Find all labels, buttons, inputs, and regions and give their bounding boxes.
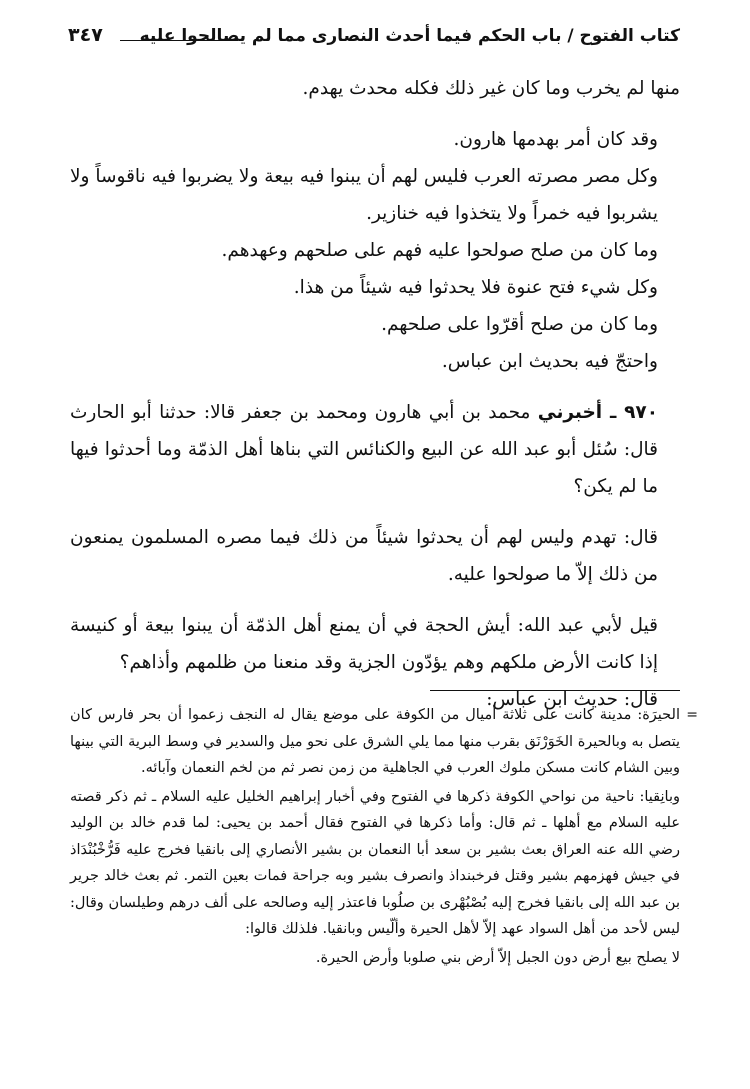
footnotes	[70, 702, 698, 971]
running-title: كتاب الفتوح / باب الحكم فيما أحدث النصارى مما لم يصالحوا عليه	[139, 26, 680, 46]
question-2: قيل لأبي عبد الله: أيش الحجة في أن يمنع أهل الذمّة أن يبنوا بيعة أو كنيسة إذا كانت الأرض ملكهم وهم يؤدّون الجزية وقد منعنا من ظلمهم وأذاهم؟	[70, 615, 658, 673]
header-rule	[120, 40, 238, 41]
footnote-verse	[70, 945, 680, 972]
footnote-rule	[430, 690, 680, 691]
footnote-text: لا يصلح بيع أرض دون الجبل إلاّ أرض بني صلوبا وأرض الحيرة.	[315, 949, 680, 966]
answer-1: قال: تهدم وليس لهم أن يحدثوا شيئاً من ذلك فيما مصره المسلمون يمنعون من ذلك إلاّ ما صولحوا عليه.	[70, 527, 658, 585]
body-line: وكل شيء فتح عنوة فلا يحدثوا فيه شيئاً من هذا.	[293, 277, 658, 298]
body-line: وكل مصر مصرته العرب فليس لهم أن يبنوا فيه بيعة ولا يضربوا فيه ناقوساً ولا يشربوا فيه خمراً ولا يتخذوا فيه خنازير.	[70, 166, 658, 224]
page-number: ٣٤٧	[68, 24, 103, 46]
footnote-marker: =	[686, 707, 698, 723]
answer-2: قال: حديث ابن عباس:	[486, 689, 658, 710]
item-970-text: محمد بن أبي هارون ومحمد بن جعفر قالا: حدثنا أبو الحارث قال: سُئل أبو عبد الله عن البيع والكنائس التي بناها أهل الذمّة وما أحدثوا فيها ما لم يكن؟	[70, 402, 658, 497]
main-text	[70, 70, 680, 718]
running-header	[68, 22, 680, 52]
body-line: واحتجّ فيه بحديث ابن عباس.	[441, 351, 658, 372]
item-number: ٩٧٠ ـ أخبرني	[537, 402, 658, 423]
body-line: منها لم يخرب وما كان غير ذلك فكله محدث يهدم.	[302, 78, 680, 99]
footnote-text: وبانِقيا: ناحية من نواحي الكوفة ذكرها في الفتوح وفي أخبار إبراهيم الخليل عليه السلام ـ ثم ذكر قصته عليه السلام مع أهلها ـ ثم قال: وأما ذكرها في الفتوح فقال أحمد بن يحيى: لما قدم خالد بن الوليد رضي الله عنه العراق بعث بشير بن سعد أبا النعمان بن بشير الأنصاري إلى بانقيا فخرج عليه فَرُّخْبُنْدَاذ في جيش فهزمهم بشير وقتل فرخبنداذ وانصرف بشير وبه جراحة فمات بعين التمر. ثم بعث خالد جرير بن عبد الله إلى بانقيا فخرج إليه بُصْبُهْرى بن صلُوبا فاعتذر إليه وصالحه على ألف درهم وطيلسان وقال: ليس لأحد من أهل السواد عهد إلاّ لأهل الحيرة وألّيس وبانقيا. فلذلك قالوا:	[70, 788, 680, 937]
body-line: وقد كان أمر بهدمها هارون.	[453, 129, 658, 150]
footnote-text: الحيرَة: مدينة كانت على ثلاثة أميال من الكوفة على موضع يقال له النجف زعموا أن بحر فارس كان يتصل به وبالحيرة الخَوَرْنَق بقرب منها مما يلي الشرق على نحو ميل والسدير في وسط البرية التي بينها وبين الشام كانت مسكن ملوك العرب في الجاهلية من زمن نصر ثم من لخم النعمان وآبائه.	[70, 707, 680, 776]
item-970	[70, 394, 680, 505]
body-line: وما كان من صلح أقرّوا على صلحهم.	[381, 314, 658, 335]
body-line: وما كان من صلح صولحوا عليه فهم على صلحهم وعهدهم.	[221, 240, 658, 261]
footnote-hira	[70, 702, 698, 782]
footnote-baniqya	[70, 784, 680, 943]
